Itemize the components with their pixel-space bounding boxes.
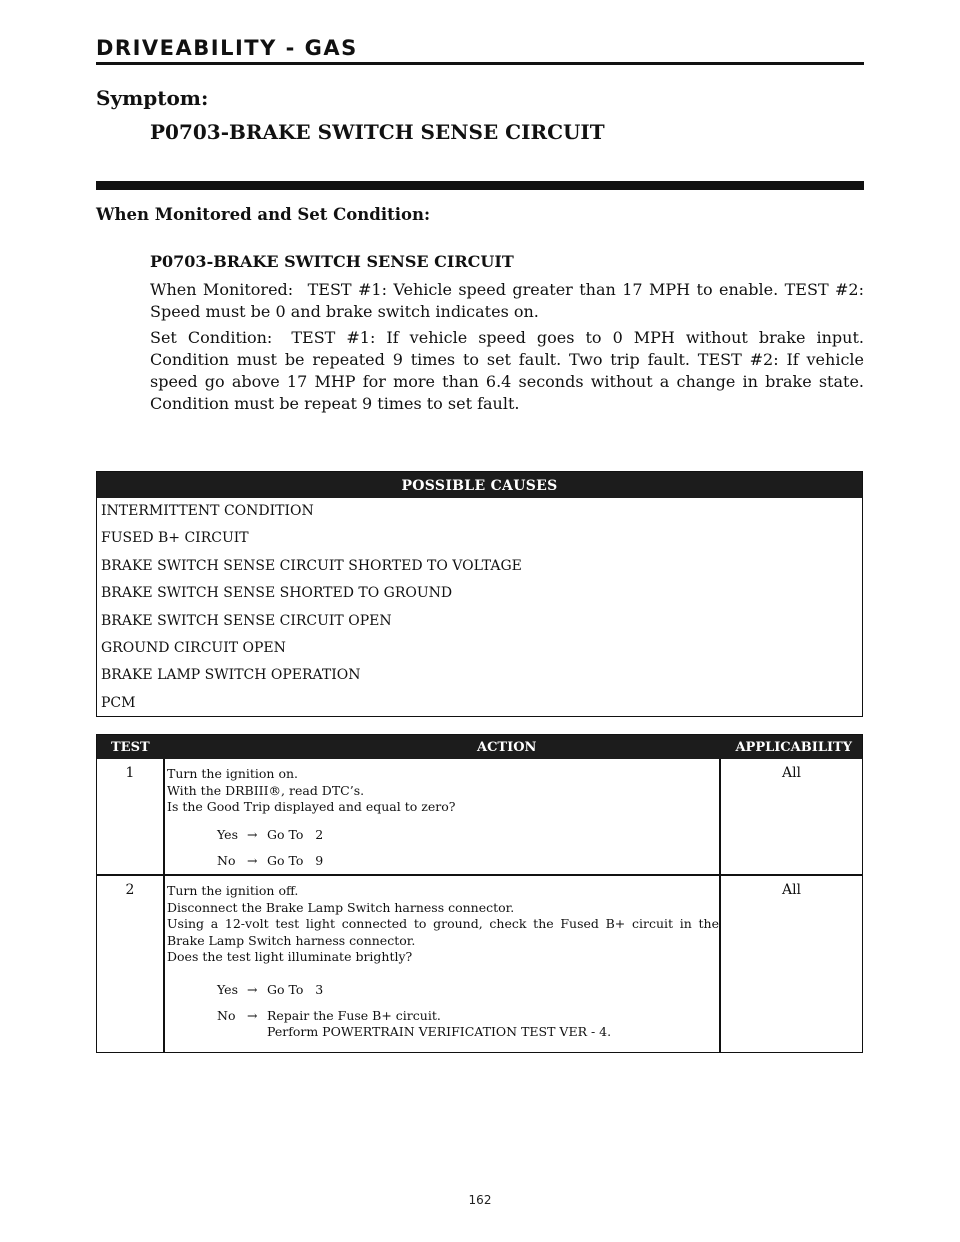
column-divider <box>719 759 721 1052</box>
cause-item: BRAKE SWITCH SENSE CIRCUIT OPEN <box>101 612 392 629</box>
branch-goto: Go To 2 <box>267 827 324 842</box>
arrow-icon: → <box>247 1008 258 1023</box>
symptom-label: Symptom: <box>96 86 209 110</box>
branch-answer: No <box>217 853 236 868</box>
when-monitored-paragraph <box>150 279 864 323</box>
action-line: Turn the ignition on. <box>167 766 298 781</box>
no-branch <box>217 1008 611 1040</box>
header-action: ACTION <box>477 740 537 755</box>
section-divider <box>96 181 864 190</box>
row-divider <box>97 874 862 876</box>
monitored-subheading: P0703-BRAKE SWITCH SENSE CIRCUIT <box>150 252 514 271</box>
cause-item: GROUND CIRCUIT OPEN <box>101 639 286 656</box>
test-applicability: All <box>781 882 802 898</box>
arrow-icon: → <box>247 827 258 842</box>
branch-goto: Go To 3 <box>267 982 324 997</box>
header-test: TEST <box>111 740 150 755</box>
set-condition-text: TEST #1: If vehicle speed goes to 0 MPH without brake input. Condition must be repeated 9 times to set fault. Two trip fault. TEST #2: If vehicle speed go above 17 MHP for more than 6.4 seconds without a change in brake state. Condition must be repeat 9 times to set fault. <box>150 328 864 413</box>
action-line: Is the Good Trip displayed and equal to zero? <box>167 799 456 814</box>
monitored-heading: When Monitored and Set Condition: <box>96 205 431 224</box>
test-table <box>96 734 863 1053</box>
cause-item: FUSED B+ CIRCUIT <box>101 530 249 547</box>
set-condition-label: Set Condition: <box>150 328 273 347</box>
branch-answer: Yes <box>217 982 238 997</box>
set-condition-paragraph <box>150 327 864 415</box>
action-line: Disconnect the Brake Lamp Switch harness connector. <box>167 899 515 915</box>
test-number: 2 <box>125 882 135 898</box>
symptom-code: P0703-BRAKE SWITCH SENSE CIRCUIT <box>150 120 605 144</box>
yes-branch <box>217 982 323 998</box>
possible-causes-box <box>96 471 863 717</box>
action-line: Does the test light illuminate brightly? <box>167 949 413 964</box>
test-action <box>167 766 719 816</box>
page-number: 162 <box>468 1193 492 1207</box>
action-line: With the DRBIII®, read DTC’s. <box>167 782 365 798</box>
header-rule <box>96 62 864 65</box>
cause-item: PCM <box>101 694 136 711</box>
arrow-icon: → <box>247 853 258 868</box>
test-applicability: All <box>781 765 802 781</box>
branch-goto: Repair the Fuse B+ circuit. <box>267 1008 441 1023</box>
branch-extra: Perform POWERTRAIN VERIFICATION TEST VER - 4. <box>267 1024 612 1039</box>
branch-goto: Go To 9 <box>267 853 324 868</box>
section-title: DRIVEABILITY - GAS <box>96 36 358 60</box>
cause-item: INTERMITTENT CONDITION <box>101 503 314 519</box>
header-applicability: APPLICABILITY <box>735 740 852 755</box>
when-monitored-text: TEST #1: Vehicle speed greater than 17 MPH to enable. TEST #2: Speed must be 0 and brake switch indicates on. <box>150 280 865 321</box>
possible-causes-header: POSSIBLE CAUSES <box>97 472 862 498</box>
branch-answer: Yes <box>217 827 238 842</box>
possible-causes-list <box>97 498 862 717</box>
test-action <box>167 883 719 966</box>
cause-item: BRAKE LAMP SWITCH OPERATION <box>101 667 361 684</box>
arrow-icon: → <box>247 982 258 997</box>
column-divider <box>163 759 165 1052</box>
yes-branch <box>217 827 323 843</box>
test-number: 1 <box>125 765 135 781</box>
cause-item: BRAKE SWITCH SENSE SHORTED TO GROUND <box>101 585 453 602</box>
when-monitored-label: When Monitored: <box>150 280 294 299</box>
branch-answer: No <box>217 1008 236 1023</box>
no-branch <box>217 853 323 869</box>
test-table-header <box>97 735 862 759</box>
cause-item: BRAKE SWITCH SENSE CIRCUIT SHORTED TO VOLTAGE <box>101 557 522 574</box>
action-line: Using a 12-volt test light connected to ground, check the Fused B+ circuit in the Brake Lamp Switch harness connector. <box>167 916 719 948</box>
action-line: Turn the ignition off. <box>167 883 299 898</box>
